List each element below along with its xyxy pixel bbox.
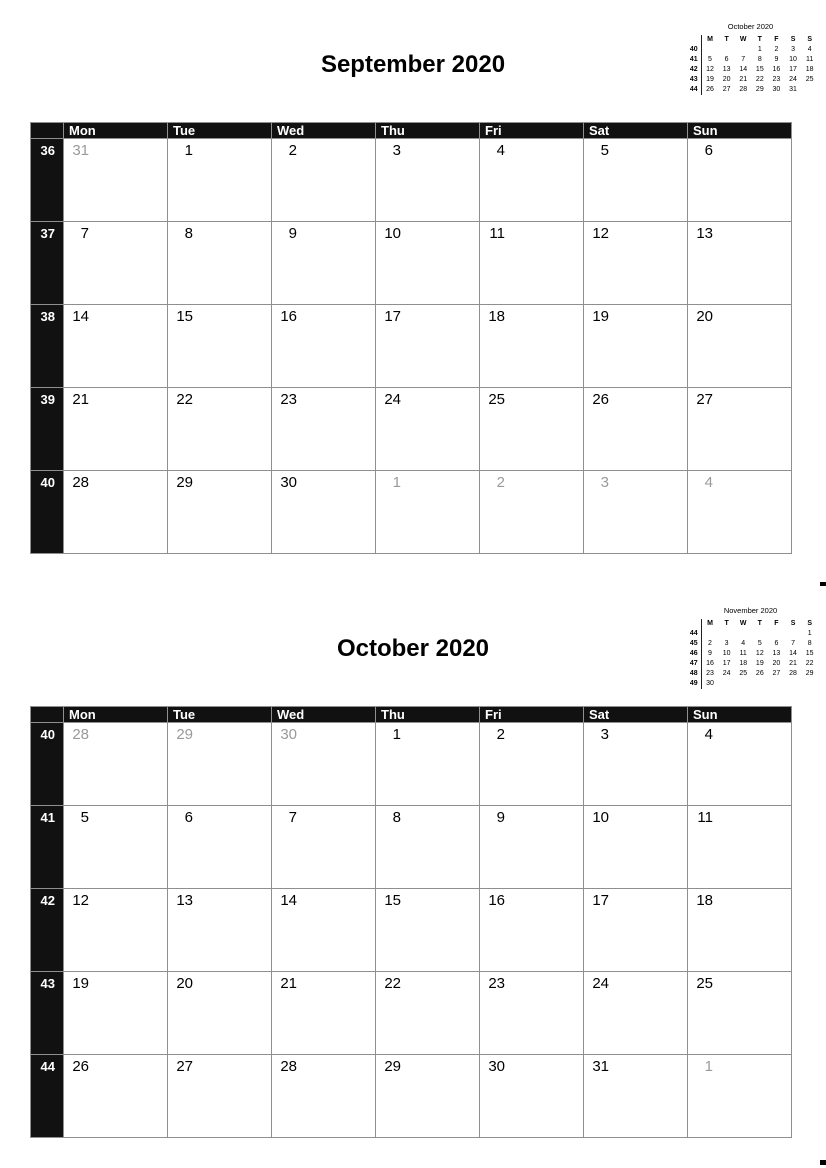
mini-week-row xyxy=(683,85,818,95)
mini-day: 12 xyxy=(755,650,764,657)
day-cell xyxy=(272,806,376,889)
day-cell xyxy=(272,972,376,1055)
day-cell xyxy=(688,139,792,222)
mini-day: 20 xyxy=(722,76,731,83)
day-cell-outside-month xyxy=(688,1055,792,1138)
weekday-header: Sat xyxy=(584,123,688,139)
day-cell xyxy=(272,889,376,972)
day-cell xyxy=(584,806,688,889)
weekday-header: Wed xyxy=(272,707,376,723)
day-number: 3 xyxy=(600,474,609,491)
mini-weekday-header-row xyxy=(683,35,818,45)
weekday-header: Mon xyxy=(64,707,168,723)
day-number: 30 xyxy=(280,474,297,491)
day-cell xyxy=(376,388,480,471)
mini-day: 1 xyxy=(807,630,812,637)
mini-day: 29 xyxy=(805,670,814,677)
fold-mark xyxy=(820,582,826,586)
day-number: 28 xyxy=(280,1058,297,1075)
week-number: 40 xyxy=(31,471,64,554)
mini-week-number: 46 xyxy=(683,649,701,659)
week-number: 42 xyxy=(31,889,64,972)
mini-day: 25 xyxy=(739,670,748,677)
mini-day xyxy=(752,679,769,689)
weekday-header: Sun xyxy=(688,707,792,723)
mini-day: 11 xyxy=(739,650,747,657)
day-cell xyxy=(584,305,688,388)
day-cell xyxy=(480,889,584,972)
day-number: 19 xyxy=(592,308,609,325)
week-row xyxy=(31,889,792,972)
day-number: 22 xyxy=(384,975,401,992)
mini-weekday-header: T xyxy=(757,620,762,627)
day-number: 10 xyxy=(592,809,609,826)
day-cell xyxy=(688,388,792,471)
mini-day: 20 xyxy=(772,660,781,667)
mini-day: 16 xyxy=(706,660,714,667)
mini-week-number: 45 xyxy=(683,639,701,649)
day-number: 15 xyxy=(384,892,401,909)
day-cell-outside-month xyxy=(480,471,584,554)
mini-day: 19 xyxy=(755,660,764,667)
day-number: 29 xyxy=(384,1058,401,1075)
day-number: 28 xyxy=(72,474,89,491)
day-cell xyxy=(64,305,168,388)
day-cell xyxy=(376,723,480,806)
day-number: 18 xyxy=(488,308,505,325)
mini-weekday-header: W xyxy=(739,620,747,627)
day-number: 25 xyxy=(488,391,505,408)
day-number: 28 xyxy=(72,726,89,743)
day-cell xyxy=(168,388,272,471)
mini-day: 27 xyxy=(772,670,781,677)
month-grid xyxy=(30,706,792,1138)
mini-day: 14 xyxy=(739,66,748,73)
weekday-header: Fri xyxy=(480,707,584,723)
weekday-header: Thu xyxy=(376,123,480,139)
mini-day: 7 xyxy=(791,640,795,647)
weekday-header-row xyxy=(31,707,792,723)
mini-day: 14 xyxy=(789,650,797,657)
day-number: 14 xyxy=(280,892,297,909)
day-number: 29 xyxy=(176,474,193,491)
mini-day: 25 xyxy=(805,76,814,83)
day-number: 12 xyxy=(72,892,89,909)
day-number: 31 xyxy=(72,142,89,159)
mini-day: 9 xyxy=(708,650,712,657)
mini-day xyxy=(718,679,735,689)
day-cell xyxy=(480,972,584,1055)
day-number: 9 xyxy=(496,809,505,826)
mini-day: 28 xyxy=(739,86,748,93)
mini-day: 23 xyxy=(772,76,781,83)
mini-week-number: 44 xyxy=(683,85,701,95)
day-cell xyxy=(64,1055,168,1138)
weekday-header: Sun xyxy=(688,123,792,139)
mini-day: 3 xyxy=(724,640,729,647)
mini-calendar-title: November 2020 xyxy=(723,606,778,615)
mini-day: 2 xyxy=(708,640,712,647)
day-cell xyxy=(376,972,480,1055)
day-cell xyxy=(272,222,376,305)
week-column-corner xyxy=(31,123,64,139)
mini-day: 17 xyxy=(789,66,797,73)
mini-week-column-corner xyxy=(683,619,701,629)
mini-day: 24 xyxy=(789,76,797,83)
day-cell-outside-month xyxy=(584,471,688,554)
day-cell xyxy=(376,806,480,889)
mini-day: 3 xyxy=(791,46,795,53)
day-number: 24 xyxy=(384,391,401,408)
day-cell-outside-month xyxy=(688,471,792,554)
mini-day: 10 xyxy=(789,56,797,63)
mini-day: 1 xyxy=(757,46,762,53)
day-number: 7 xyxy=(80,225,89,242)
month-grid xyxy=(30,122,792,554)
day-cell xyxy=(64,222,168,305)
mini-day: 18 xyxy=(805,66,814,73)
weekday-header: Tue xyxy=(168,707,272,723)
mini-day: 4 xyxy=(741,640,746,647)
day-cell xyxy=(64,388,168,471)
day-cell xyxy=(480,806,584,889)
week-number: 38 xyxy=(31,305,64,388)
day-cell xyxy=(376,1055,480,1138)
mini-day: 4 xyxy=(807,46,812,53)
day-cell xyxy=(480,388,584,471)
day-number: 27 xyxy=(696,391,713,408)
day-number: 31 xyxy=(592,1058,609,1075)
day-number: 21 xyxy=(72,391,89,408)
day-cell xyxy=(688,889,792,972)
mini-weekday-header: S xyxy=(790,620,796,627)
week-row xyxy=(31,471,792,554)
weekday-header-row xyxy=(31,123,792,139)
mini-weekday-header: T xyxy=(757,36,762,43)
mini-weekday-header: M xyxy=(707,620,713,627)
day-number: 20 xyxy=(176,975,193,992)
mini-week-number: 40 xyxy=(683,45,701,55)
mini-day xyxy=(735,679,752,689)
week-number: 44 xyxy=(31,1055,64,1138)
day-number: 4 xyxy=(704,474,713,491)
day-cell xyxy=(688,972,792,1055)
day-number: 17 xyxy=(384,308,401,325)
day-cell xyxy=(168,1055,272,1138)
mini-day: 17 xyxy=(722,660,731,667)
day-number: 11 xyxy=(489,225,505,242)
mini-weekday-header: S xyxy=(790,36,796,43)
day-cell xyxy=(64,806,168,889)
mini-day: 22 xyxy=(755,76,764,83)
day-cell-outside-month xyxy=(272,723,376,806)
mini-calendar-title: October 2020 xyxy=(727,22,774,31)
mini-day: 30 xyxy=(772,86,781,93)
day-number: 1 xyxy=(704,1058,713,1075)
week-row xyxy=(31,723,792,806)
day-number: 9 xyxy=(288,225,297,242)
day-number: 22 xyxy=(176,391,193,408)
mini-day: 21 xyxy=(739,76,748,83)
mini-day xyxy=(768,679,785,689)
month-title: October 2020 xyxy=(336,635,490,662)
day-number: 10 xyxy=(384,225,401,242)
mini-day: 7 xyxy=(741,56,746,63)
day-cell-outside-month xyxy=(376,471,480,554)
mini-week-number: 42 xyxy=(683,65,701,75)
mini-week-number: 47 xyxy=(683,659,701,669)
mini-week-number: 41 xyxy=(683,55,701,65)
day-number: 23 xyxy=(280,391,297,408)
day-cell xyxy=(64,889,168,972)
mini-day: 26 xyxy=(706,86,714,93)
day-number: 26 xyxy=(592,391,609,408)
day-number: 6 xyxy=(184,809,193,826)
day-cell xyxy=(376,222,480,305)
day-number: 24 xyxy=(592,975,609,992)
mini-day: 30 xyxy=(706,680,714,687)
mini-day: 13 xyxy=(772,650,781,657)
week-row xyxy=(31,806,792,889)
day-cell xyxy=(584,222,688,305)
day-number: 14 xyxy=(72,308,89,325)
mini-day: 6 xyxy=(774,640,779,647)
day-cell xyxy=(168,471,272,554)
mini-day: 2 xyxy=(774,46,779,53)
day-cell xyxy=(168,305,272,388)
mini-weekday-header: W xyxy=(739,36,747,43)
day-cell xyxy=(584,889,688,972)
mini-day: 18 xyxy=(739,660,748,667)
week-row xyxy=(31,139,792,222)
day-cell xyxy=(584,972,688,1055)
day-cell xyxy=(272,471,376,554)
day-cell xyxy=(272,388,376,471)
day-number: 8 xyxy=(392,809,401,826)
week-column-corner xyxy=(31,707,64,723)
day-number: 12 xyxy=(592,225,609,242)
mini-day: 10 xyxy=(722,650,731,657)
mini-day: 9 xyxy=(774,56,779,63)
fold-mark xyxy=(820,1160,826,1165)
mini-day: 28 xyxy=(789,670,797,677)
day-cell xyxy=(688,723,792,806)
day-cell xyxy=(376,889,480,972)
mini-day: 5 xyxy=(757,640,762,647)
day-cell xyxy=(64,972,168,1055)
day-number: 15 xyxy=(176,308,193,325)
day-number: 11 xyxy=(697,809,713,826)
mini-day: 13 xyxy=(722,66,731,73)
weekday-header: Tue xyxy=(168,123,272,139)
day-number: 17 xyxy=(592,892,609,909)
day-number: 1 xyxy=(392,726,401,743)
day-number: 1 xyxy=(392,474,401,491)
day-cell xyxy=(480,139,584,222)
week-number: 41 xyxy=(31,806,64,889)
week-number: 39 xyxy=(31,388,64,471)
day-cell xyxy=(168,222,272,305)
day-number: 4 xyxy=(704,726,713,743)
mini-day: 16 xyxy=(772,66,781,73)
mini-week-number: 49 xyxy=(683,679,701,689)
weekday-header: Thu xyxy=(376,707,480,723)
day-number: 19 xyxy=(72,975,89,992)
mini-day: 22 xyxy=(805,660,814,667)
weekday-header: Mon xyxy=(64,123,168,139)
mini-day: 12 xyxy=(706,66,714,73)
day-number: 6 xyxy=(704,142,713,159)
week-number: 40 xyxy=(31,723,64,806)
mini-day: 15 xyxy=(805,650,814,657)
week-row xyxy=(31,388,792,471)
mini-day: 19 xyxy=(706,76,714,83)
day-cell xyxy=(480,305,584,388)
week-row xyxy=(31,222,792,305)
day-number: 13 xyxy=(176,892,193,909)
day-number: 13 xyxy=(696,225,713,242)
day-cell xyxy=(272,139,376,222)
mini-day xyxy=(801,85,818,95)
mini-day: 31 xyxy=(789,86,797,93)
mini-day: 11 xyxy=(806,56,814,63)
day-number: 26 xyxy=(72,1058,89,1075)
day-number: 8 xyxy=(184,225,193,242)
day-number: 3 xyxy=(600,726,609,743)
day-cell-outside-month xyxy=(168,723,272,806)
mini-week-column-corner xyxy=(683,35,701,45)
weekday-header: Fri xyxy=(480,123,584,139)
mini-weekday-header: T xyxy=(724,620,729,627)
mini-week-number: 44 xyxy=(683,629,701,639)
day-number: 7 xyxy=(288,809,297,826)
week-number: 36 xyxy=(31,139,64,222)
mini-week-number: 48 xyxy=(683,669,701,679)
day-cell xyxy=(688,806,792,889)
day-number: 29 xyxy=(176,726,193,743)
day-number: 27 xyxy=(176,1058,193,1075)
mini-day xyxy=(801,679,818,689)
day-number: 30 xyxy=(280,726,297,743)
mini-day: 8 xyxy=(807,640,812,647)
mini-day: 15 xyxy=(755,66,764,73)
day-cell xyxy=(584,1055,688,1138)
mini-weekday-header: M xyxy=(707,36,713,43)
month-title: September 2020 xyxy=(320,51,506,78)
day-number: 16 xyxy=(280,308,297,325)
day-number: 16 xyxy=(488,892,505,909)
mini-day: 24 xyxy=(722,670,731,677)
week-number: 37 xyxy=(31,222,64,305)
day-cell xyxy=(168,139,272,222)
day-number: 5 xyxy=(600,142,609,159)
day-number: 18 xyxy=(696,892,713,909)
day-number: 2 xyxy=(496,474,505,491)
mini-weekday-header-row xyxy=(683,619,818,629)
day-number: 1 xyxy=(184,142,193,159)
mini-day: 6 xyxy=(724,56,729,63)
day-cell xyxy=(584,723,688,806)
day-cell xyxy=(688,305,792,388)
day-cell-outside-month xyxy=(64,139,168,222)
day-cell xyxy=(64,471,168,554)
weekday-header: Wed xyxy=(272,123,376,139)
mini-weekday-header: S xyxy=(807,620,812,627)
day-number: 25 xyxy=(696,975,713,992)
mini-day: 29 xyxy=(755,86,764,93)
day-number: 5 xyxy=(80,809,89,826)
day-number: 23 xyxy=(488,975,505,992)
day-number: 3 xyxy=(392,142,401,159)
mini-week-row xyxy=(683,679,818,689)
day-number: 2 xyxy=(288,142,297,159)
month-section-october xyxy=(0,584,826,1168)
mini-weekday-header: F xyxy=(774,36,779,43)
day-cell xyxy=(168,972,272,1055)
mini-weekday-header: S xyxy=(807,36,812,43)
mini-weekday-header: F xyxy=(774,620,779,627)
weekday-header: Sat xyxy=(584,707,688,723)
mini-day: 27 xyxy=(722,86,731,93)
week-row xyxy=(31,1055,792,1138)
mini-day: 26 xyxy=(755,670,764,677)
day-cell xyxy=(168,806,272,889)
mini-day: 5 xyxy=(708,56,712,63)
week-row xyxy=(31,305,792,388)
day-cell xyxy=(272,305,376,388)
mini-day xyxy=(785,679,802,689)
day-cell xyxy=(480,1055,584,1138)
mini-weekday-header: T xyxy=(724,36,729,43)
day-number: 21 xyxy=(280,975,297,992)
mini-week-number: 43 xyxy=(683,75,701,85)
mini-day: 21 xyxy=(789,660,797,667)
day-cell xyxy=(376,139,480,222)
mini-day: 8 xyxy=(757,56,762,63)
day-cell xyxy=(480,222,584,305)
day-cell xyxy=(376,305,480,388)
day-number: 2 xyxy=(496,726,505,743)
day-cell xyxy=(272,1055,376,1138)
day-number: 30 xyxy=(488,1058,505,1075)
day-cell xyxy=(480,723,584,806)
day-cell xyxy=(584,139,688,222)
day-cell-outside-month xyxy=(64,723,168,806)
day-cell xyxy=(688,222,792,305)
week-number: 43 xyxy=(31,972,64,1055)
day-number: 4 xyxy=(496,142,505,159)
day-cell xyxy=(168,889,272,972)
mini-day: 23 xyxy=(706,670,714,677)
day-number: 20 xyxy=(696,308,713,325)
week-row xyxy=(31,972,792,1055)
day-cell xyxy=(584,388,688,471)
mini-week-row xyxy=(683,669,818,679)
